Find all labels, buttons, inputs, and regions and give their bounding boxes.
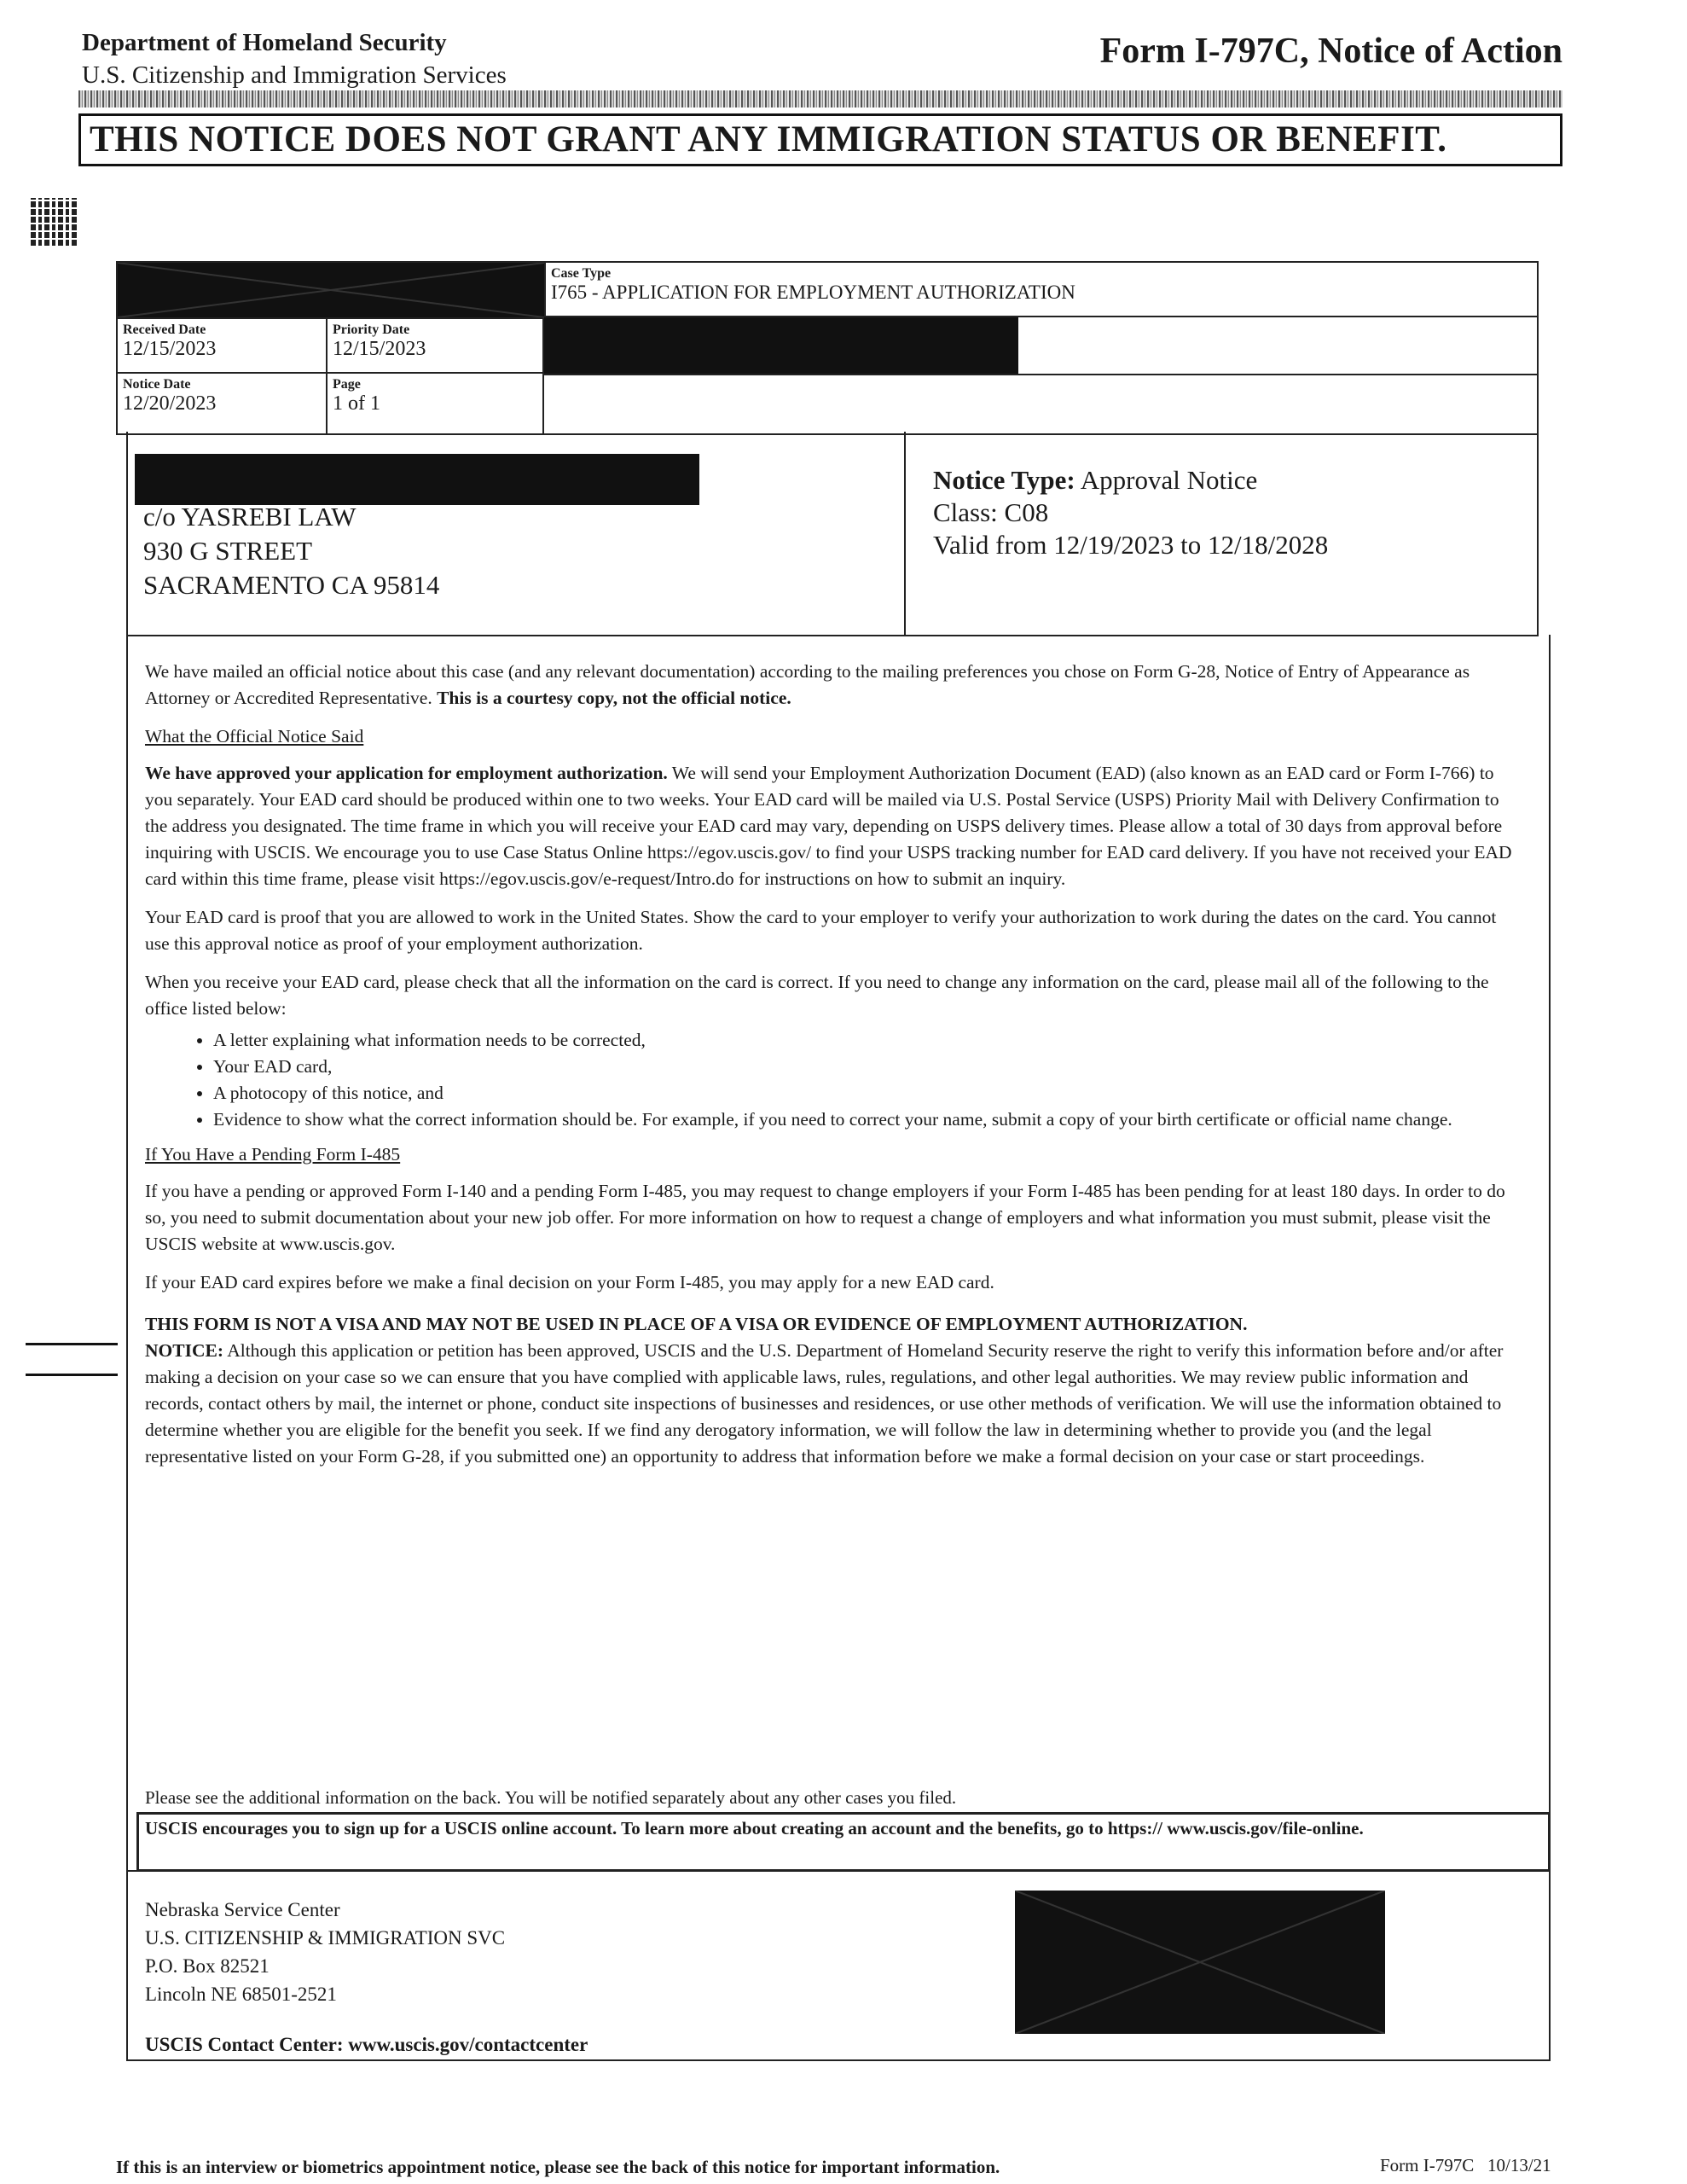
margin-mark (26, 1343, 118, 1345)
received-date-cell (118, 317, 328, 374)
row-divider (544, 374, 1537, 375)
approval-statement: We have approved your application for employment authorization. (145, 763, 668, 783)
approval-paragraph (145, 760, 1525, 892)
margin-mark (26, 1374, 118, 1376)
list-item: • Your EAD card, (213, 1054, 1525, 1080)
notice-date-cell (118, 374, 328, 433)
received-date-label: Received Date (123, 322, 206, 337)
status-banner: THIS NOTICE DOES NOT GRANT ANY IMMIGRATION STATUS OR BENEFIT. (78, 113, 1562, 166)
service-center-address (145, 1896, 505, 2008)
intro-text: We have mailed an official notice about this case (and any relevant documentation) according to the mailing preferences you chose on Form G-28, Notice of Entry of Appearance as Attorney or Accredited Representative. (145, 661, 1470, 708)
priority-date-label: Priority Date (333, 322, 410, 337)
service-center-line-1: Nebraska Service Center (145, 1899, 340, 1920)
page-footer-form-id (1380, 2155, 1551, 2176)
courtesy-copy-text: This is a courtesy copy, not the official notice. (437, 688, 791, 708)
list-item: • A photocopy of this notice, and (213, 1080, 1525, 1107)
case-info-table (116, 261, 1539, 435)
contact-center: USCIS Contact Center: www.uscis.gov/contactcenter (145, 2034, 588, 2055)
qr-code-icon (31, 198, 78, 246)
priority-date-cell (328, 317, 544, 374)
notice-body (145, 659, 1525, 1482)
footer-form-id: Form I-797C (1380, 2155, 1475, 2175)
page-footer-note: If this is an interview or biometrics appointment notice, please see the back of this notice for important information. (116, 2157, 1000, 2177)
additional-info-note: Please see the additional information on the back. You will be notified separately about any other cases you filed. (145, 1787, 957, 1808)
notice-text: Although this application or petition has been approved, USCIS and the U.S. Department of Homeland Security reserve the right to verify this information before and/or after making a decision on your case so we can ensure that you have complied with applicable laws, rules, regulations, and other legal authorities. We may review public information and records, contact others by mail, the internet or phone, conduct site inspections of businesses and residences, or use other methods of verification. We will use the information obtained to determine whether you are eligible for the benefit you seek. If we find any derogatory information, we will follow the law in determining whether to provide you (and the legal representative listed on your Form G-28, if you submitted one) an opportunity to address that information before we make a formal decision on your case or start proceedings. (145, 1340, 1504, 1467)
official-notice-heading: What the Official Notice Said (145, 726, 364, 746)
pending-i485-heading: If You Have a Pending Form I-485 (145, 1144, 401, 1165)
online-account-note: USCIS encourages you to sign up for a USCIS online account. To learn more about creating an account and the benefits, go to https:// www.uscis.gov/file-online. (145, 1818, 1364, 1838)
page-value: 1 of 1 (333, 392, 380, 415)
address-line-2: 930 G STREET (143, 536, 313, 566)
service-center-line-2: U.S. CITIZENSHIP & IMMIGRATION SVC (145, 1927, 506, 1949)
notice-type-info (933, 464, 1328, 561)
notice-date-value: 12/20/2023 (123, 392, 217, 415)
notice-type-value: Approval Notice (1080, 465, 1258, 495)
agency-name: U.S. Citizenship and Immigration Services (82, 61, 507, 89)
intro-paragraph (145, 659, 1525, 712)
priority-date-value: 12/15/2023 (333, 338, 426, 360)
validity-period: Valid from 12/19/2023 to 12/18/2028 (933, 530, 1329, 560)
list-item: • Evidence to show what the correct information should be. For example, if you need to correct your name, submit a copy of your birth certificate or official name change. (213, 1107, 1525, 1133)
form-title: Form I-797C, Notice of Action (1099, 32, 1562, 71)
correction-list (145, 1027, 1525, 1133)
not-a-visa-warning: THIS FORM IS NOT A VISA AND MAY NOT BE USED IN PLACE OF A VISA OR EVIDENCE OF EMPLOYMENT AUTHORIZATION. (145, 1314, 1248, 1334)
redacted-signature-block (1015, 1891, 1385, 2034)
case-type-cell (544, 263, 1537, 317)
ead-check-paragraph: When you receive your EAD card, please check that all the information on the card is correct. If you need to change any information on the card, please mail all of the following to the office listed below: (145, 972, 1489, 1019)
class-label: Class: (933, 497, 998, 527)
ead-proof-paragraph: Your EAD card is proof that you are allowed to work in the United States. Show the card to your employer to verify your authorization to work during the dates on the card. You cannot use this approval notice as proof of your employment authorization. (145, 907, 1497, 954)
notice-date-label: Notice Date (123, 377, 191, 392)
header-divider-band (78, 90, 1562, 107)
notice-type-label: Notice Type: (933, 465, 1075, 495)
recipient-address (143, 500, 439, 602)
page-cell (328, 374, 544, 433)
address-line-3: SACRAMENTO CA 95814 (143, 570, 440, 600)
class-value: C08 (1004, 497, 1049, 527)
address-line-1: c/o YASREBI LAW (143, 502, 357, 531)
service-center-line-3: P.O. Box 82521 (145, 1955, 270, 1977)
approval-details: We will send your Employment Authorization Document (EAD) (also known as an EAD card or Form I-766) to you separately. Your EAD card should be produced within one to two weeks. Your EAD card will be mailed via U.S. Postal Service (USPS) Priority Mail with Delivery Confirmation to the address you designated. The time frame in which you will receive your EAD card may vary, depending on USPS delivery times. Please allow a total of 30 days from approval before inquiring with USCIS. We encourage you to use Case Status Online https://egov.uscis.gov/ to find your USPS tracking number for EAD card delivery. If you have not received your EAD card within this time frame, please visit https://egov.uscis.gov/e-request/Intro.do for instructions on how to submit an inquiry. (145, 763, 1512, 889)
case-type-label: Case Type (551, 266, 612, 281)
redacted-beneficiary-name (544, 317, 1018, 374)
change-employer-paragraph: If you have a pending or approved Form I-140 and a pending Form I-485, you may request to change employers if your Form I-485 has been pending for at least 180 days. In order to do so, you need to submit documentation about your new job offer. For more information on how to request a change of employers and what information you must submit, please visit the USCIS website at www.uscis.gov. (145, 1181, 1505, 1254)
ead-expiry-paragraph: If your EAD card expires before we make a final decision on your Form I-485, you may apply for a new EAD card. (145, 1272, 994, 1292)
service-center-line-4: Lincoln NE 68501-2521 (145, 1984, 337, 2005)
footer-form-date: 10/13/21 (1487, 2155, 1551, 2175)
department-name: Department of Homeland Security (82, 29, 447, 56)
verification-notice (145, 1338, 1525, 1470)
address-notice-block (126, 432, 1539, 636)
received-date-value: 12/15/2023 (123, 338, 217, 360)
notice-label: NOTICE: (145, 1340, 223, 1361)
case-type-value: I765 - APPLICATION FOR EMPLOYMENT AUTHORIZATION (551, 282, 1075, 303)
address-divider (904, 432, 906, 635)
redacted-recipient-name (135, 454, 699, 505)
page-label: Page (333, 377, 361, 392)
list-item: • A letter explaining what information needs to be corrected, (213, 1027, 1525, 1054)
redacted-receipt-number (118, 263, 544, 317)
